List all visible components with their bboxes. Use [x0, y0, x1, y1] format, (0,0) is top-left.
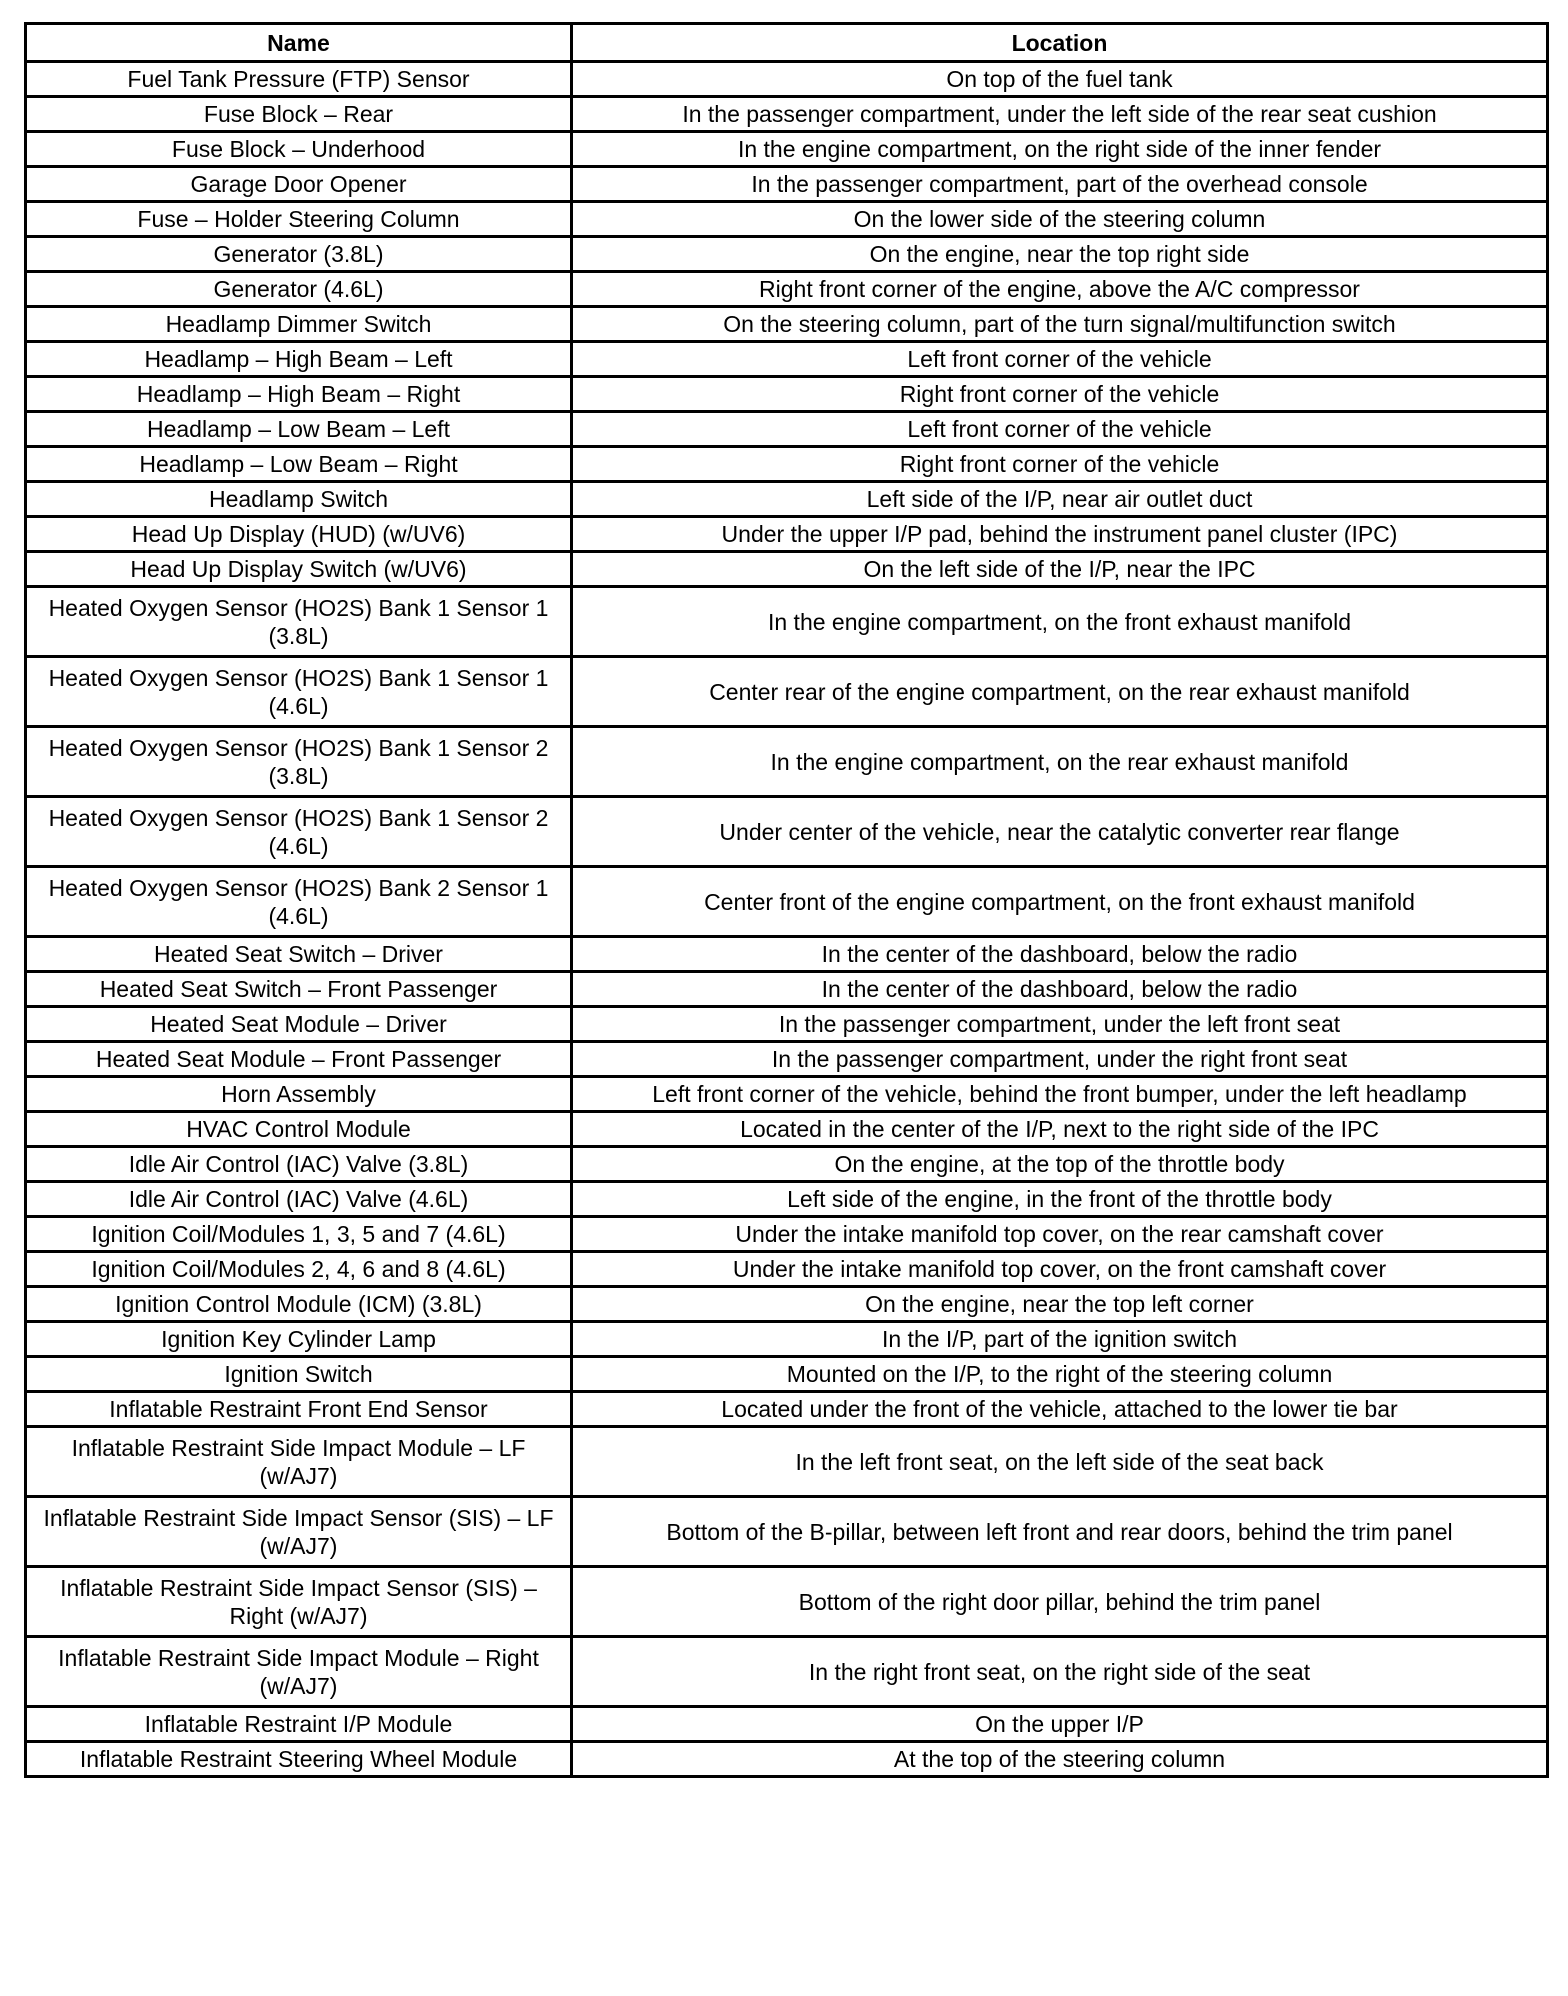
- table-row: [26, 307, 1548, 342]
- cell-location: Bottom of the right door pillar, behind the trim panel: [572, 1567, 1548, 1637]
- cell-name: Heated Oxygen Sensor (HO2S) Bank 2 Sensor 1 (4.6L): [26, 867, 572, 937]
- cell-name: Heated Seat Switch – Driver: [26, 937, 572, 972]
- cell-name: Headlamp Dimmer Switch: [26, 307, 572, 342]
- cell-name: Head Up Display (HUD) (w/UV6): [26, 517, 572, 552]
- cell-name: Heated Oxygen Sensor (HO2S) Bank 1 Sensor 2 (4.6L): [26, 797, 572, 867]
- cell-name: Head Up Display Switch (w/UV6): [26, 552, 572, 587]
- table-row: [26, 587, 1548, 657]
- cell-name: Heated Oxygen Sensor (HO2S) Bank 1 Sensor 1 (3.8L): [26, 587, 572, 657]
- cell-location: In the engine compartment, on the front exhaust manifold: [572, 587, 1548, 657]
- cell-name: Horn Assembly: [26, 1077, 572, 1112]
- cell-name: Inflatable Restraint Side Impact Sensor (SIS) – LF (w/AJ7): [26, 1497, 572, 1567]
- cell-location: Bottom of the B-pillar, between left front and rear doors, behind the trim panel: [572, 1497, 1548, 1567]
- table-row: [26, 867, 1548, 937]
- cell-location: Right front corner of the vehicle: [572, 447, 1548, 482]
- cell-name: Headlamp – Low Beam – Right: [26, 447, 572, 482]
- cell-name: Inflatable Restraint Side Impact Module – LF (w/AJ7): [26, 1427, 572, 1497]
- cell-name: Fuse Block – Underhood: [26, 132, 572, 167]
- table-row: [26, 167, 1548, 202]
- table-row: [26, 342, 1548, 377]
- table-row: [26, 1287, 1548, 1322]
- cell-location: In the engine compartment, on the right side of the inner fender: [572, 132, 1548, 167]
- cell-name: Headlamp – High Beam – Left: [26, 342, 572, 377]
- header-row: [26, 24, 1548, 62]
- cell-location: Located in the center of the I/P, next to the right side of the IPC: [572, 1112, 1548, 1147]
- cell-name: Inflatable Restraint Front End Sensor: [26, 1392, 572, 1427]
- cell-name: Headlamp – Low Beam – Left: [26, 412, 572, 447]
- cell-location: On the left side of the I/P, near the IPC: [572, 552, 1548, 587]
- cell-location: At the top of the steering column: [572, 1742, 1548, 1777]
- cell-location: Under center of the vehicle, near the catalytic converter rear flange: [572, 797, 1548, 867]
- cell-location: In the I/P, part of the ignition switch: [572, 1322, 1548, 1357]
- cell-name: Inflatable Restraint Side Impact Sensor (SIS) – Right (w/AJ7): [26, 1567, 572, 1637]
- table-row: [26, 972, 1548, 1007]
- header-name: Name: [26, 24, 572, 62]
- table-row: [26, 237, 1548, 272]
- table-row: [26, 1252, 1548, 1287]
- table-row: [26, 937, 1548, 972]
- cell-name: Garage Door Opener: [26, 167, 572, 202]
- table-row: [26, 1637, 1548, 1707]
- cell-location: Left side of the I/P, near air outlet duct: [572, 482, 1548, 517]
- table-row: [26, 1182, 1548, 1217]
- cell-name: Headlamp Switch: [26, 482, 572, 517]
- cell-location: On the steering column, part of the turn signal/multifunction switch: [572, 307, 1548, 342]
- table-row: [26, 132, 1548, 167]
- table-row: [26, 1217, 1548, 1252]
- cell-name: Heated Seat Module – Front Passenger: [26, 1042, 572, 1077]
- cell-name: Generator (4.6L): [26, 272, 572, 307]
- cell-location: In the passenger compartment, under the right front seat: [572, 1042, 1548, 1077]
- cell-location: In the center of the dashboard, below the radio: [572, 972, 1548, 1007]
- cell-name: Ignition Control Module (ICM) (3.8L): [26, 1287, 572, 1322]
- cell-location: In the passenger compartment, part of the overhead console: [572, 167, 1548, 202]
- cell-name: Idle Air Control (IAC) Valve (3.8L): [26, 1147, 572, 1182]
- cell-location: On the engine, near the top right side: [572, 237, 1548, 272]
- cell-location: On the lower side of the steering column: [572, 202, 1548, 237]
- cell-location: In the left front seat, on the left side of the seat back: [572, 1427, 1548, 1497]
- table-row: [26, 1707, 1548, 1742]
- cell-location: Located under the front of the vehicle, attached to the lower tie bar: [572, 1392, 1548, 1427]
- cell-name: Heated Oxygen Sensor (HO2S) Bank 1 Sensor 2 (3.8L): [26, 727, 572, 797]
- table-row: [26, 797, 1548, 867]
- cell-location: On the upper I/P: [572, 1707, 1548, 1742]
- cell-location: Left front corner of the vehicle: [572, 412, 1548, 447]
- table-row: [26, 1147, 1548, 1182]
- table-row: [26, 1077, 1548, 1112]
- cell-name: Ignition Coil/Modules 1, 3, 5 and 7 (4.6L): [26, 1217, 572, 1252]
- cell-location: Right front corner of the engine, above the A/C compressor: [572, 272, 1548, 307]
- table-row: [26, 272, 1548, 307]
- cell-name: Heated Seat Module – Driver: [26, 1007, 572, 1042]
- table-row: [26, 727, 1548, 797]
- table-row: [26, 1742, 1548, 1777]
- cell-name: Fuse Block – Rear: [26, 97, 572, 132]
- table-row: [26, 412, 1548, 447]
- cell-name: Inflatable Restraint I/P Module: [26, 1707, 572, 1742]
- cell-name: Idle Air Control (IAC) Valve (4.6L): [26, 1182, 572, 1217]
- cell-location: Left side of the engine, in the front of the throttle body: [572, 1182, 1548, 1217]
- cell-name: Headlamp – High Beam – Right: [26, 377, 572, 412]
- table-row: [26, 1567, 1548, 1637]
- cell-location: In the engine compartment, on the rear exhaust manifold: [572, 727, 1548, 797]
- cell-location: In the passenger compartment, under the left front seat: [572, 1007, 1548, 1042]
- table-row: [26, 1392, 1548, 1427]
- table-row: [26, 1112, 1548, 1147]
- header-location: Location: [572, 24, 1548, 62]
- table-row: [26, 447, 1548, 482]
- cell-name: Generator (3.8L): [26, 237, 572, 272]
- cell-name: Heated Oxygen Sensor (HO2S) Bank 1 Sensor 1 (4.6L): [26, 657, 572, 727]
- table-row: [26, 1322, 1548, 1357]
- table-row: [26, 1007, 1548, 1042]
- cell-location: Mounted on the I/P, to the right of the steering column: [572, 1357, 1548, 1392]
- cell-name: HVAC Control Module: [26, 1112, 572, 1147]
- cell-name: Fuse – Holder Steering Column: [26, 202, 572, 237]
- table-row: [26, 482, 1548, 517]
- table-row: [26, 1427, 1548, 1497]
- component-location-table: [24, 22, 1549, 1778]
- cell-location: On top of the fuel tank: [572, 62, 1548, 97]
- table-row: [26, 1042, 1548, 1077]
- table-row: [26, 517, 1548, 552]
- cell-location: Right front corner of the vehicle: [572, 377, 1548, 412]
- cell-location: Left front corner of the vehicle, behind the front bumper, under the left headlamp: [572, 1077, 1548, 1112]
- cell-location: Under the intake manifold top cover, on the front camshaft cover: [572, 1252, 1548, 1287]
- cell-location: In the center of the dashboard, below the radio: [572, 937, 1548, 972]
- table-row: [26, 62, 1548, 97]
- cell-name: Inflatable Restraint Side Impact Module – Right (w/AJ7): [26, 1637, 572, 1707]
- cell-location: Center front of the engine compartment, on the front exhaust manifold: [572, 867, 1548, 937]
- table-row: [26, 202, 1548, 237]
- cell-name: Inflatable Restraint Steering Wheel Module: [26, 1742, 572, 1777]
- cell-name: Fuel Tank Pressure (FTP) Sensor: [26, 62, 572, 97]
- cell-location: In the passenger compartment, under the left side of the rear seat cushion: [572, 97, 1548, 132]
- cell-location: Under the intake manifold top cover, on the rear camshaft cover: [572, 1217, 1548, 1252]
- table-row: [26, 1357, 1548, 1392]
- cell-location: On the engine, near the top left corner: [572, 1287, 1548, 1322]
- table-row: [26, 377, 1548, 412]
- cell-location: Left front corner of the vehicle: [572, 342, 1548, 377]
- table-row: [26, 657, 1548, 727]
- table-row: [26, 1497, 1548, 1567]
- table-row: [26, 97, 1548, 132]
- cell-name: Ignition Switch: [26, 1357, 572, 1392]
- cell-location: In the right front seat, on the right side of the seat: [572, 1637, 1548, 1707]
- cell-location: Under the upper I/P pad, behind the instrument panel cluster (IPC): [572, 517, 1548, 552]
- table-row: [26, 552, 1548, 587]
- cell-name: Ignition Coil/Modules 2, 4, 6 and 8 (4.6L): [26, 1252, 572, 1287]
- cell-name: Heated Seat Switch – Front Passenger: [26, 972, 572, 1007]
- cell-name: Ignition Key Cylinder Lamp: [26, 1322, 572, 1357]
- cell-location: Center rear of the engine compartment, on the rear exhaust manifold: [572, 657, 1548, 727]
- cell-location: On the engine, at the top of the throttle body: [572, 1147, 1548, 1182]
